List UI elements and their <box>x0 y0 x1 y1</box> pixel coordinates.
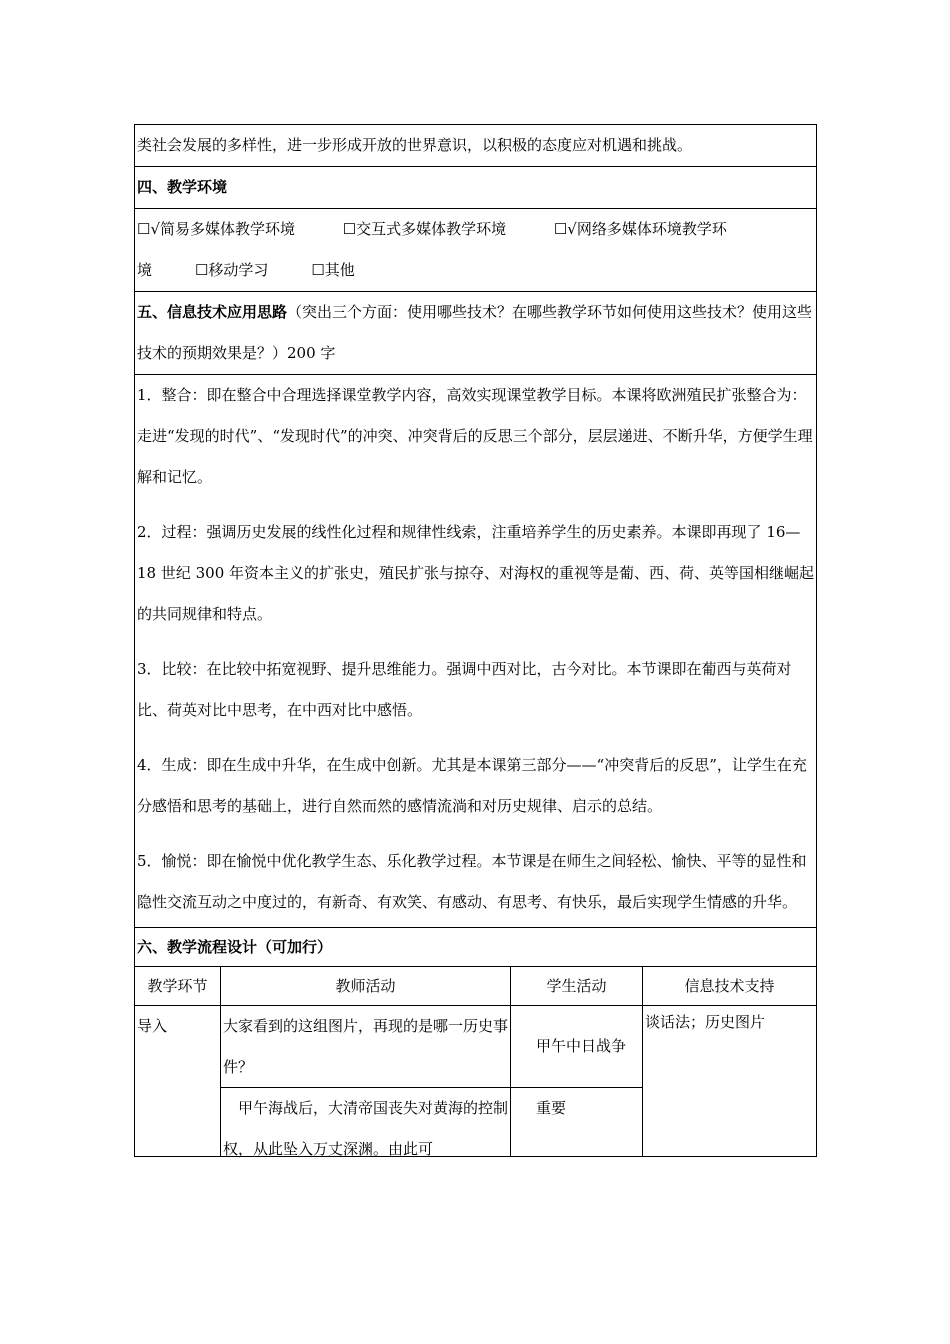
env-line-1 <box>137 209 816 250</box>
option-simple-multimedia[interactable]: ☐√简易多媒体教学环境 <box>137 220 296 238</box>
header-tech: 信息技术支持 <box>643 967 816 1006</box>
teacher-cell-2: 甲午海战后，大清帝国丧失对黄海的控制权，从此坠入万丈深渊。由此可 <box>223 1099 509 1158</box>
section5-header <box>134 292 817 375</box>
section5-body <box>134 375 817 928</box>
paragraph-generation: 4．生成：即在生成中升华，在生成中创新。尤其是本课第三部分——“冲突背后的反思”，让学生在充分感悟和思考的基础上，进行自然而然的感情流淌和对历史规律、启示的总结。 <box>137 756 807 815</box>
option-other[interactable]: ☐其他 <box>311 261 355 279</box>
section4-header <box>134 167 817 209</box>
section4-title: 四、教学环境 <box>137 178 228 196</box>
paragraph-integration: 1．整合：即在整合中合理选择课堂教学内容，高效实现课堂教学目标。本课将欧洲殖民扩张整合为：走进“发现的时代”、“发现时代”的冲突、冲突背后的反思三个部分，层层递进、不断升华，方便学生理解和记忆。 <box>137 386 813 486</box>
stage-cell: 导入 <box>137 1017 168 1035</box>
col-tech <box>643 967 816 1156</box>
option-interactive-multimedia[interactable]: ☐交互式多媒体教学环境 <box>342 220 507 238</box>
student-cell-1: 甲午中日战争 <box>511 1006 642 1088</box>
intro-line <box>134 124 817 167</box>
paragraph-process: 2．过程：强调历史发展的线性化过程和规律性线索，注重培养学生的历史素养。本课即再现了 16—18 世纪 300 年资本主义的扩张史，殖民扩张与掠夺、对海权的重视等是葡、西、荷、英等国相继崛起的共同规律和特点。 <box>137 523 815 623</box>
paragraph-comparison: 3．比较：在比较中拓宽视野、提升思维能力。强调中西对比，古今对比。本节课即在葡西与英荷对比、荷英对比中思考，在中西对比中感悟。 <box>137 660 792 719</box>
flow-table <box>134 967 817 1157</box>
header-teacher: 教师活动 <box>221 967 510 1006</box>
paragraph-enjoyment: 5．愉悦：即在愉悦中优化教学生态、乐化教学过程。本节课是在师生之间轻松、愉快、平等的显性和隐性交流互动之中度过的，有新奇、有欢笑、有感动、有思考、有快乐，最后实现学生情感的升华。 <box>137 852 807 911</box>
col-student <box>511 967 643 1156</box>
teacher-cell-1: 大家看到的这组图片，再现的是哪一历史事件？ <box>221 1006 510 1088</box>
intro-text: 类社会发展的多样性，进一步形成开放的世界意识，以积极的态度应对机遇和挑战。 <box>137 136 693 154</box>
section5-prompt: （突出三个方面：使用哪些技术？在哪些教学环节如何使用这些技术？使用这些技术的预期效果是？）200 字 <box>137 303 813 362</box>
student-cell-2: 重要 <box>536 1099 567 1117</box>
environment-options <box>134 209 817 292</box>
tech-cell: 谈话法；历史图片 <box>645 1013 766 1031</box>
option-mobile-learning[interactable]: ☐移动学习 <box>194 261 269 279</box>
col-stage <box>135 967 221 1156</box>
header-student: 学生活动 <box>511 967 642 1006</box>
env-line-2 <box>137 250 816 291</box>
header-stage: 教学环节 <box>135 967 220 1006</box>
section6-header <box>134 928 817 967</box>
option-network-multimedia-cont: 境 <box>137 261 153 279</box>
document-table <box>134 124 817 1157</box>
section6-title: 六、教学流程设计（可加行） <box>137 938 333 956</box>
section5-title: 五、信息技术应用思路 <box>137 303 288 321</box>
option-network-multimedia[interactable]: ☐√网络多媒体环境教学环 <box>553 220 727 238</box>
col-teacher <box>221 967 511 1156</box>
